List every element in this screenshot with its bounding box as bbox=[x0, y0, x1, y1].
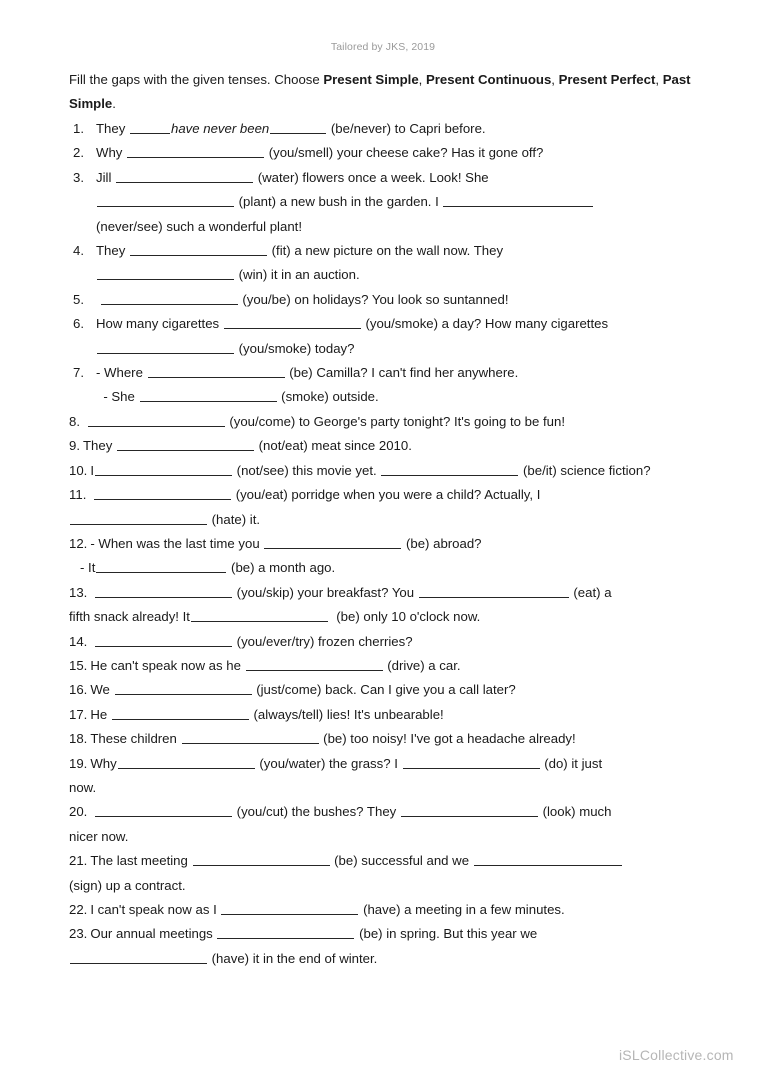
exercise-text: (you/be) on holidays? You look so suntanned! bbox=[238, 291, 509, 307]
exercise-text: (have) it in the end of winter. bbox=[208, 950, 378, 966]
answer-blank[interactable] bbox=[88, 413, 225, 427]
exercise-item bbox=[69, 434, 694, 458]
exercise-text: He can't speak now as he bbox=[90, 657, 245, 673]
answer-blank[interactable] bbox=[116, 169, 253, 183]
exercise-number: 14. bbox=[69, 633, 88, 649]
exercise-number: 11. bbox=[69, 487, 87, 503]
exercise-item bbox=[69, 312, 694, 361]
exercise-text: (you/skip) your breakfast? You bbox=[233, 584, 418, 600]
exercise-number: 18. bbox=[69, 731, 88, 747]
exercise-text: (eat) a bbox=[569, 584, 612, 600]
answer-blank[interactable] bbox=[264, 535, 401, 549]
exercise-text: (always/tell) lies! It's unbearable! bbox=[249, 706, 444, 722]
exercise-text: (not/eat) meat since 2010. bbox=[254, 438, 412, 454]
exercise-item bbox=[69, 483, 694, 532]
exercise-text: (be) a month ago. bbox=[227, 560, 336, 576]
instructions-text: Fill the gaps with the given tenses. Choose bbox=[69, 72, 324, 87]
exercise-text: (you/eat) porridge when you were a child? Actually, I bbox=[232, 487, 541, 503]
exercise-text: (you/ever/try) frozen cherries? bbox=[233, 633, 413, 649]
exercise-text: They bbox=[96, 243, 129, 259]
answer-blank[interactable] bbox=[97, 266, 234, 280]
exercise-item bbox=[69, 800, 694, 849]
sample-answer: have never been bbox=[170, 121, 270, 136]
exercise-text: (win) it in an auction. bbox=[235, 267, 360, 283]
exercise-text: (you/cut) the bushes? They bbox=[233, 804, 400, 820]
instructions-text: , bbox=[551, 72, 559, 87]
exercise-item bbox=[69, 703, 694, 727]
exercise-text: - She bbox=[96, 389, 139, 405]
exercise-number: 12. bbox=[69, 535, 88, 551]
exercise-text bbox=[83, 414, 87, 429]
answer-blank[interactable] bbox=[401, 803, 538, 817]
exercise-text: (you/water) the grass? I bbox=[255, 755, 402, 771]
exercise-number: 9. bbox=[69, 438, 80, 454]
exercise-text: Our annual meetings bbox=[90, 926, 217, 942]
exercise-text: He bbox=[90, 706, 111, 722]
exercise-text: (have) a meeting in a few minutes. bbox=[359, 902, 565, 917]
header-credit: Tailored by JKS, 2019 bbox=[330, 41, 436, 53]
exercise-item bbox=[69, 898, 694, 922]
exercise-text: (you/smell) your cheese cake? Has it gone off? bbox=[265, 145, 544, 161]
exercise-text: (be) abroad? bbox=[402, 535, 482, 551]
exercise-item bbox=[69, 654, 694, 678]
exercise-text: They bbox=[96, 121, 129, 136]
exercise-number: 22. bbox=[69, 902, 88, 917]
exercise-number: 3. bbox=[73, 169, 84, 185]
answer-blank[interactable] bbox=[117, 437, 254, 451]
instructions-paragraph bbox=[69, 68, 694, 116]
exercise-item bbox=[69, 361, 694, 410]
exercise-text: (you/smoke) a day? How many cigarettes bbox=[361, 316, 609, 332]
answer-blank[interactable] bbox=[70, 950, 207, 964]
exercise-number: 15. bbox=[69, 657, 88, 673]
exercise-number: 1. bbox=[73, 121, 84, 136]
exercise-text: (fit) a new picture on the wall now. They bbox=[267, 243, 504, 259]
exercise-text: - When was the last time you bbox=[90, 535, 264, 551]
answer-blank[interactable] bbox=[381, 462, 518, 476]
answer-blank[interactable] bbox=[95, 803, 232, 817]
answer-blank[interactable] bbox=[97, 340, 234, 354]
exercise-text: - It bbox=[69, 560, 96, 576]
exercise-number: 17. bbox=[69, 706, 88, 722]
answer-blank[interactable] bbox=[95, 584, 232, 598]
exercise-text: Why bbox=[96, 145, 127, 161]
exercise-item bbox=[69, 239, 694, 288]
exercise-item bbox=[69, 532, 694, 581]
exercise-text: The last meeting bbox=[90, 853, 192, 869]
exercise-item bbox=[69, 727, 694, 751]
answer-blank[interactable] bbox=[191, 608, 328, 622]
footer-brand: iSLCollective.com bbox=[619, 1047, 734, 1063]
exercise-item bbox=[69, 410, 694, 434]
answer-blank[interactable] bbox=[419, 584, 569, 598]
exercise-text: (be/never) to Capri before. bbox=[327, 121, 486, 136]
exercise-number: 8. bbox=[69, 413, 80, 429]
answer-blank[interactable] bbox=[403, 755, 540, 769]
instructions-text: , bbox=[418, 72, 426, 87]
exercise-text bbox=[90, 585, 94, 600]
exercise-item bbox=[69, 922, 694, 971]
exercise-number: 20. bbox=[69, 804, 88, 820]
exercise-item bbox=[69, 459, 694, 483]
exercise-text: We bbox=[90, 682, 114, 698]
exercise-item bbox=[69, 141, 694, 165]
answer-blank[interactable] bbox=[97, 193, 234, 207]
exercise-text: They bbox=[83, 438, 116, 454]
exercise-text: (be/it) science fiction? bbox=[519, 462, 651, 478]
answer-blank[interactable] bbox=[221, 901, 358, 915]
exercise-number: 2. bbox=[73, 145, 84, 161]
answer-blank[interactable] bbox=[101, 291, 238, 305]
answer-blank[interactable] bbox=[140, 388, 277, 402]
answer-blank[interactable] bbox=[182, 730, 319, 744]
exercise-item bbox=[69, 288, 694, 312]
exercise-text: (you/smoke) today? bbox=[235, 340, 355, 356]
exercise-number: 4. bbox=[73, 243, 84, 259]
exercise-text: Jill bbox=[96, 169, 116, 185]
exercise-number: 5. bbox=[73, 291, 84, 307]
answer-blank[interactable] bbox=[246, 657, 383, 671]
exercise-text: (sign) up a contract. bbox=[69, 877, 186, 893]
exercise-text: Why bbox=[90, 755, 117, 771]
exercise-number: 10. bbox=[69, 462, 88, 478]
answer-blank[interactable] bbox=[130, 120, 170, 134]
exercise-number: 16. bbox=[69, 682, 88, 698]
answer-blank[interactable] bbox=[193, 852, 330, 866]
exercise-list bbox=[69, 117, 694, 971]
exercise-text: (be) successful and we bbox=[330, 853, 473, 869]
exercise-text bbox=[90, 804, 94, 819]
exercise-item bbox=[69, 849, 694, 898]
exercise-text: (hate) it. bbox=[208, 511, 261, 527]
exercise-text: (water) flowers once a week. Look! She bbox=[254, 169, 489, 185]
tense-name: Present Perfect bbox=[558, 72, 656, 87]
exercise-text: (do) it just bbox=[540, 755, 603, 771]
exercise-text: (be) only 10 o'clock now. bbox=[328, 609, 481, 625]
answer-blank[interactable] bbox=[443, 193, 593, 207]
answer-blank[interactable] bbox=[127, 144, 264, 158]
answer-blank[interactable] bbox=[112, 706, 249, 720]
answer-blank[interactable] bbox=[118, 755, 255, 769]
tense-name: Present Simple bbox=[323, 72, 419, 87]
exercise-text: (be) Camilla? I can't find her anywhere. bbox=[285, 365, 519, 381]
worksheet-content bbox=[69, 68, 694, 971]
exercise-number: 7. bbox=[73, 365, 84, 381]
exercise-number: 19. bbox=[69, 755, 88, 771]
exercise-text: nicer now. bbox=[69, 828, 129, 844]
answer-blank[interactable] bbox=[224, 315, 361, 329]
exercise-text: (be) in spring. But this year we bbox=[355, 926, 538, 942]
answer-blank[interactable] bbox=[70, 511, 207, 525]
answer-blank[interactable] bbox=[474, 852, 622, 866]
exercise-item bbox=[69, 581, 694, 630]
exercise-text: (you/come) to George's party tonight? It's going to be fun! bbox=[225, 413, 565, 429]
answer-blank[interactable] bbox=[95, 633, 232, 647]
exercise-item bbox=[69, 630, 694, 654]
exercise-text: I can't speak now as I bbox=[90, 902, 221, 917]
exercise-item bbox=[69, 678, 694, 702]
exercise-text: (be) too noisy! I've got a headache already! bbox=[319, 731, 576, 747]
exercise-text: (never/see) such a wonderful plant! bbox=[96, 218, 302, 234]
exercise-text bbox=[89, 487, 93, 502]
answer-blank[interactable] bbox=[96, 559, 226, 573]
exercise-item bbox=[69, 117, 694, 141]
answer-blank[interactable] bbox=[115, 681, 252, 695]
exercise-text: (plant) a new bush in the garden. I bbox=[235, 194, 443, 210]
exercise-text bbox=[96, 292, 100, 307]
answer-blank[interactable] bbox=[148, 364, 285, 378]
tense-name: Past Simple bbox=[69, 72, 695, 111]
exercise-text: How many cigarettes bbox=[96, 316, 223, 332]
answer-blank[interactable] bbox=[270, 120, 326, 134]
exercise-text: fifth snack already! It bbox=[69, 609, 190, 625]
exercise-number: 21. bbox=[69, 853, 88, 869]
answer-blank[interactable] bbox=[95, 462, 232, 476]
exercise-text: (smoke) outside. bbox=[277, 389, 379, 405]
exercise-text: now. bbox=[69, 779, 97, 795]
answer-blank[interactable] bbox=[94, 486, 231, 500]
exercise-item bbox=[69, 166, 694, 239]
exercise-text: - Where bbox=[96, 365, 147, 381]
exercise-text: These children bbox=[90, 731, 181, 747]
exercise-item bbox=[69, 752, 694, 801]
exercise-text: (not/see) this movie yet. bbox=[233, 462, 381, 478]
exercise-text: (just/come) back. Can I give you a call later? bbox=[252, 682, 516, 698]
exercise-number: 13. bbox=[69, 584, 88, 600]
exercise-number: 6. bbox=[73, 316, 84, 332]
exercise-text: (look) much bbox=[538, 804, 612, 820]
instructions-text: , bbox=[655, 72, 663, 87]
exercise-text bbox=[90, 634, 94, 649]
exercise-text: (drive) a car. bbox=[383, 657, 461, 673]
answer-blank[interactable] bbox=[217, 925, 354, 939]
exercise-text: I bbox=[90, 462, 95, 478]
exercise-number: 23. bbox=[69, 926, 88, 942]
instructions-text: . bbox=[112, 96, 116, 111]
tense-name: Present Continuous bbox=[425, 72, 552, 87]
answer-blank[interactable] bbox=[130, 242, 267, 256]
